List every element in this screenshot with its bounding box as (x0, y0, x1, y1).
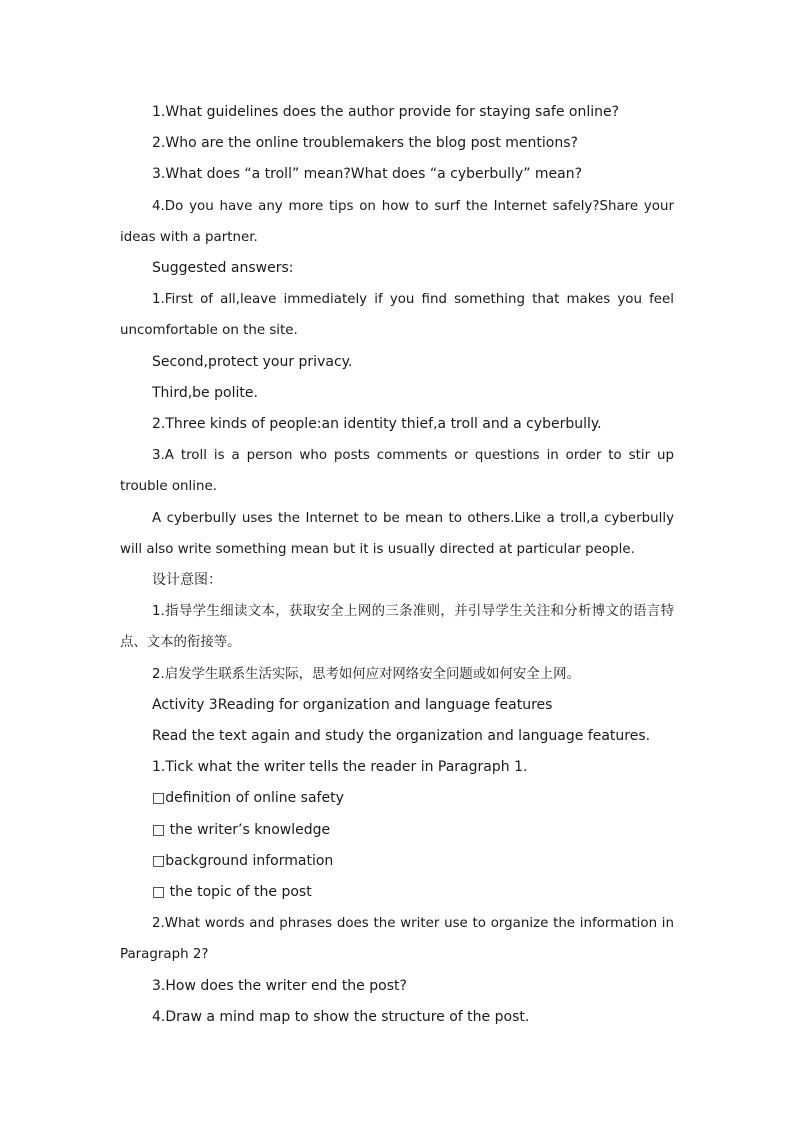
suggested-answers-heading: Suggested answers: (152, 260, 294, 277)
answer-3-cyberbully: A cyberbully uses the Internet to be mean to others.Like a troll,a cyberbully will also write something mean but it is usually directed at particular people. (120, 510, 674, 557)
answer-1-third: Third,be polite. (152, 384, 258, 401)
activity-3-task-3: 3.How does the writer end the post? (152, 977, 407, 994)
question-2: 2.Who are the online troublemakers the blog post mentions? (152, 135, 578, 152)
document-body (120, 97, 674, 1033)
design-intent-1: 1.指导学生细读文本，获取安全上网的三条准则，并引导学生关注和分析博文的语言特点、文本的衔接等。 (120, 604, 674, 651)
activity-3-title: Activity 3Reading for organization and language features (152, 696, 553, 713)
checkbox-option-definition: □definition of online safety (152, 790, 344, 807)
answer-1: 1.First of all,leave immediately if you find something that makes you feel uncomfortable on the site. (120, 292, 674, 339)
activity-3-instruction: Read the text again and study the organization and language features. (152, 728, 651, 745)
activity-3-task-2: 2.What words and phrases does the writer use to organize the information in Paragraph 2? (120, 916, 674, 963)
answer-1-second: Second,protect your privacy. (152, 353, 353, 370)
activity-3-task-1: 1.Tick what the writer tells the reader in Paragraph 1. (152, 759, 528, 776)
answer-2: 2.Three kinds of people:an identity thief,a troll and a cyberbully. (152, 416, 602, 433)
answer-3: 3.A troll is a person who posts comments or questions in order to stir up trouble online. (120, 448, 674, 495)
design-intent-2: 2.启发学生联系生活实际，思考如何应对网络安全问题或如何安全上网。 (152, 666, 580, 682)
activity-3-task-4: 4.Draw a mind map to show the structure of the post. (152, 1008, 530, 1025)
checkbox-option-knowledge: □ the writer’s knowledge (152, 821, 331, 838)
question-1: 1.What guidelines does the author provide for staying safe online? (152, 104, 620, 120)
question-4: 4.Do you have any more tips on how to surf the Internet safely?Share your ideas with a partner. (120, 198, 674, 245)
checkbox-option-background: □background information (152, 852, 334, 869)
design-intent-heading: 设计意图： (152, 572, 222, 589)
checkbox-option-topic: □ the topic of the post (152, 884, 312, 901)
question-3: 3.What does “a troll” mean?What does “a cyberbully” mean? (152, 166, 583, 183)
